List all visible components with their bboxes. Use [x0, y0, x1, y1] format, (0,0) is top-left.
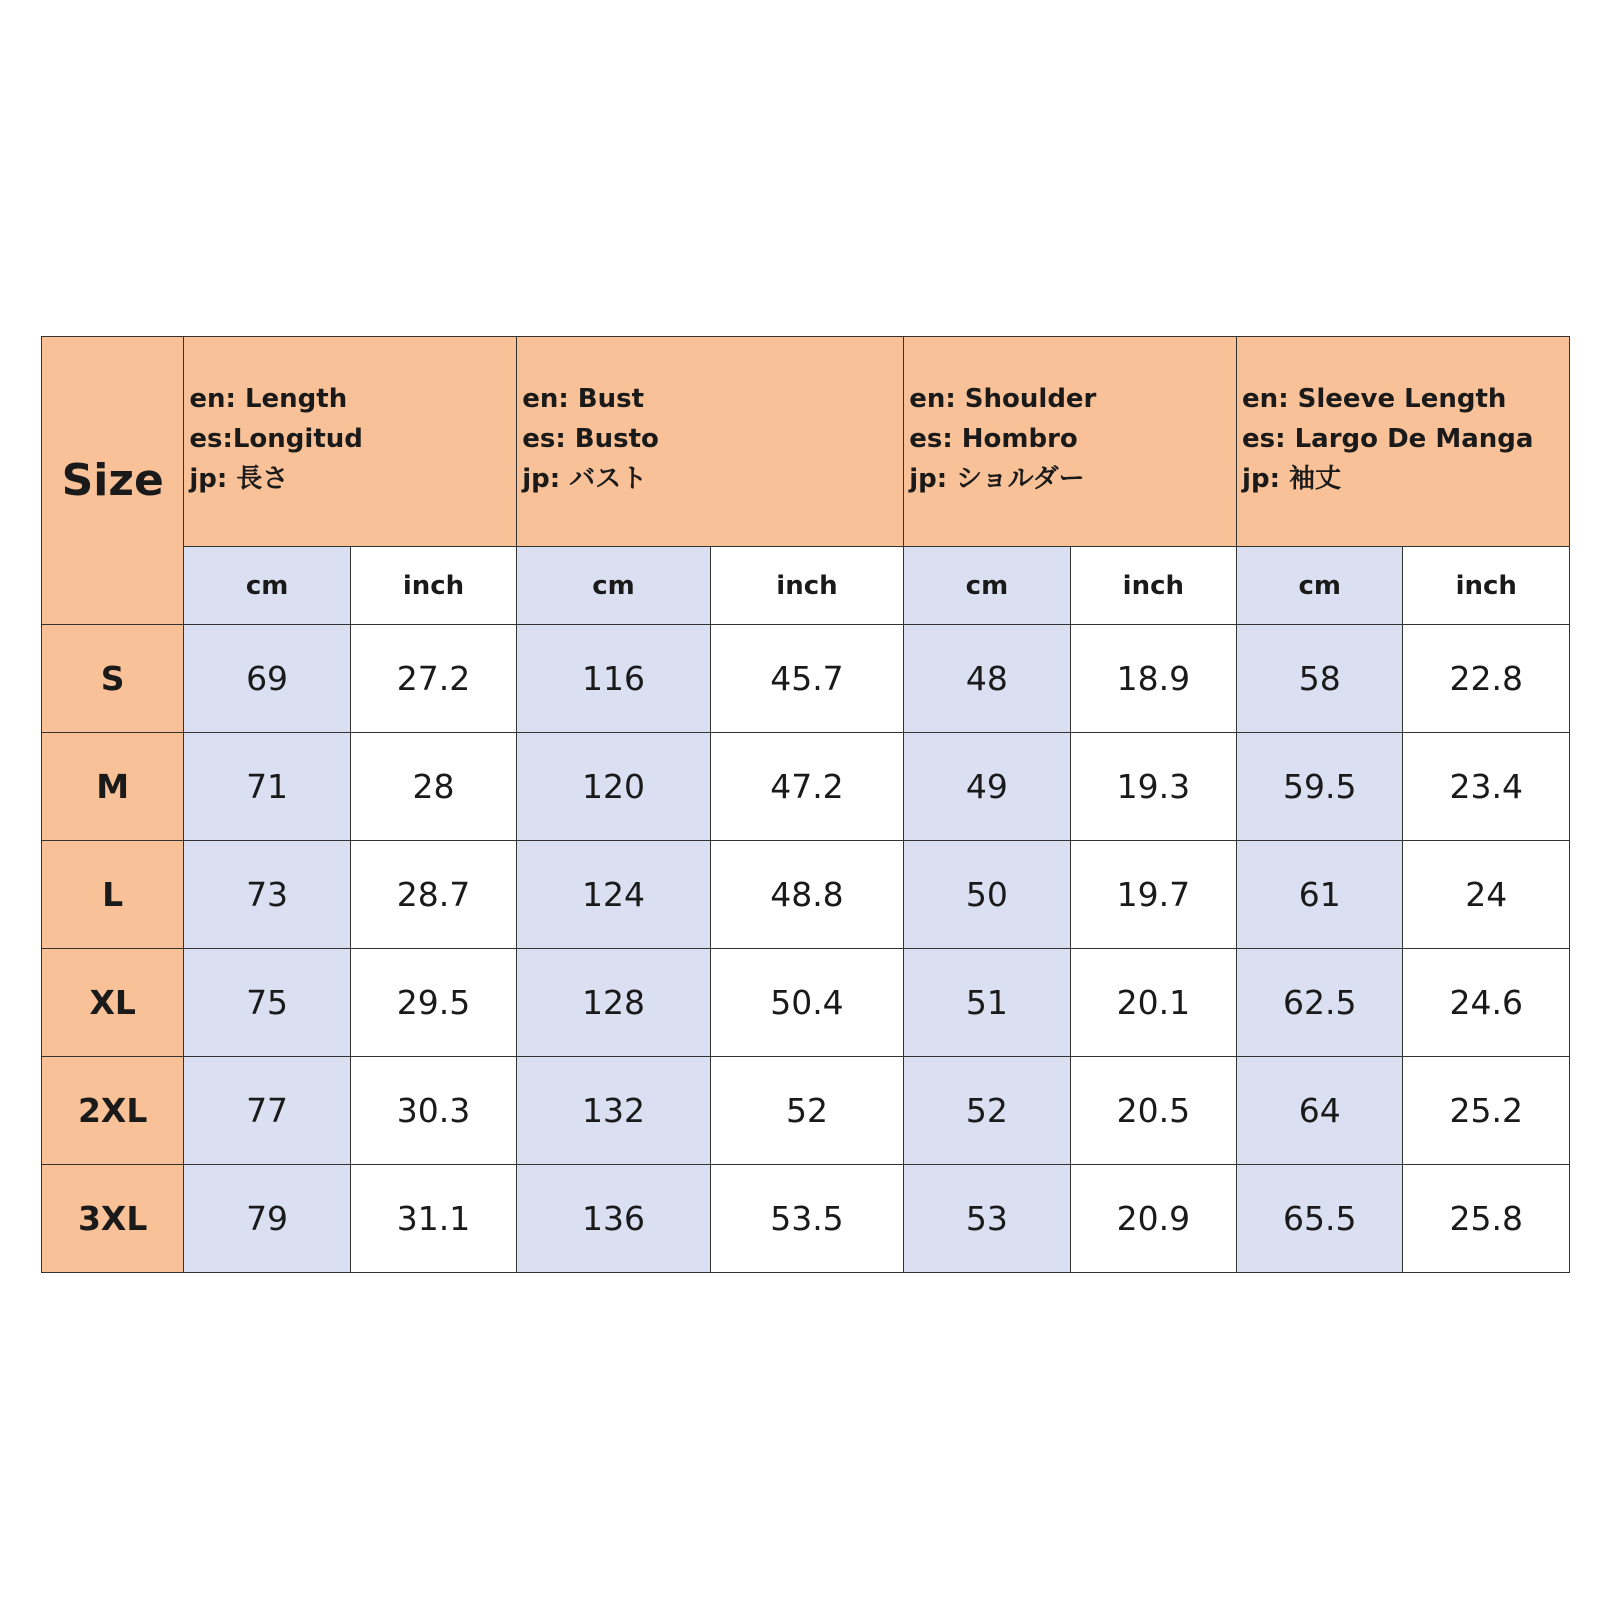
shoulder-en-label: en: Shoulder	[909, 384, 1097, 414]
cm-value-cell: 59.5	[1237, 733, 1403, 841]
unit-cell: cm	[517, 547, 711, 625]
inch-value-cell: 20.5	[1070, 1057, 1236, 1165]
inch-value-cell: 22.8	[1403, 625, 1570, 733]
unit-cell: cm	[1237, 547, 1403, 625]
size-row	[42, 1057, 1570, 1165]
size-label: L	[42, 841, 184, 949]
size-label: S	[42, 625, 184, 733]
length-es-label: es:Longitud	[189, 424, 363, 454]
inch-value-cell: 24	[1403, 841, 1570, 949]
length-en-label: en: Length	[189, 384, 348, 414]
inch-value-cell: 24.6	[1403, 949, 1570, 1057]
cm-value-cell: 50	[904, 841, 1070, 949]
cm-value-cell: 69	[184, 625, 350, 733]
size-row	[42, 733, 1570, 841]
sleeve-length-es-label: es: Largo De Manga	[1242, 424, 1534, 454]
inch-value-cell: 28.7	[350, 841, 516, 949]
sleeve-length-header	[1237, 337, 1570, 547]
inch-value-cell: 50.4	[710, 949, 904, 1057]
size-label: XL	[42, 949, 184, 1057]
bust-header	[517, 337, 904, 547]
cm-value-cell: 77	[184, 1057, 350, 1165]
unit-cell: cm	[904, 547, 1070, 625]
cm-value-cell: 49	[904, 733, 1070, 841]
cm-value-cell: 71	[184, 733, 350, 841]
size-row	[42, 841, 1570, 949]
inch-value-cell: 53.5	[710, 1165, 904, 1273]
unit-cell: cm	[184, 547, 350, 625]
cm-value-cell: 128	[517, 949, 711, 1057]
size-header: Size	[42, 337, 184, 625]
inch-value-cell: 20.1	[1070, 949, 1236, 1057]
cm-value-cell: 61	[1237, 841, 1403, 949]
size-label: M	[42, 733, 184, 841]
cm-value-cell: 51	[904, 949, 1070, 1057]
inch-value-cell: 23.4	[1403, 733, 1570, 841]
inch-value-cell: 52	[710, 1057, 904, 1165]
shoulder-es-label: es: Hombro	[909, 424, 1078, 454]
shoulder-jp-label: jp: ショルダー	[909, 464, 1085, 494]
unit-cell: inch	[1403, 547, 1570, 625]
cm-value-cell: 48	[904, 625, 1070, 733]
cm-value-cell: 64	[1237, 1057, 1403, 1165]
inch-value-cell: 31.1	[350, 1165, 516, 1273]
length-header	[184, 337, 517, 547]
inch-value-cell: 45.7	[710, 625, 904, 733]
cm-value-cell: 124	[517, 841, 711, 949]
inch-value-cell: 20.9	[1070, 1165, 1236, 1273]
sleeve-length-jp-label: jp: 袖丈	[1242, 464, 1342, 494]
inch-value-cell: 48.8	[710, 841, 904, 949]
cm-value-cell: 52	[904, 1057, 1070, 1165]
cm-value-cell: 136	[517, 1165, 711, 1273]
inch-value-cell: 19.7	[1070, 841, 1236, 949]
inch-value-cell: 47.2	[710, 733, 904, 841]
unit-cell: inch	[350, 547, 516, 625]
sleeve-length-en-label: en: Sleeve Length	[1242, 384, 1507, 414]
inch-value-cell: 30.3	[350, 1057, 516, 1165]
bust-en-label: en: Bust	[522, 384, 645, 414]
cm-value-cell: 53	[904, 1165, 1070, 1273]
cm-value-cell: 79	[184, 1165, 350, 1273]
bust-jp-label: jp: バスト	[522, 464, 648, 494]
inch-value-cell: 29.5	[350, 949, 516, 1057]
size-chart-table	[41, 336, 1570, 1273]
measurement-header-row	[42, 337, 1570, 547]
bust-es-label: es: Busto	[522, 424, 659, 454]
cm-value-cell: 116	[517, 625, 711, 733]
length-jp-label: jp: 長さ	[189, 464, 289, 494]
cm-value-cell: 73	[184, 841, 350, 949]
cm-value-cell: 120	[517, 733, 711, 841]
shoulder-header	[904, 337, 1237, 547]
inch-value-cell: 25.8	[1403, 1165, 1570, 1273]
unit-cell: inch	[710, 547, 904, 625]
size-row	[42, 949, 1570, 1057]
size-chart-body	[42, 337, 1570, 1273]
cm-value-cell: 65.5	[1237, 1165, 1403, 1273]
cm-value-cell: 132	[517, 1057, 711, 1165]
inch-value-cell: 19.3	[1070, 733, 1236, 841]
inch-value-cell: 18.9	[1070, 625, 1236, 733]
cm-value-cell: 75	[184, 949, 350, 1057]
size-row	[42, 1165, 1570, 1273]
inch-value-cell: 28	[350, 733, 516, 841]
size-label: 3XL	[42, 1165, 184, 1273]
cm-value-cell: 58	[1237, 625, 1403, 733]
unit-header-row	[42, 547, 1570, 625]
unit-cell: inch	[1070, 547, 1236, 625]
inch-value-cell: 25.2	[1403, 1057, 1570, 1165]
inch-value-cell: 27.2	[350, 625, 516, 733]
size-row	[42, 625, 1570, 733]
size-label: 2XL	[42, 1057, 184, 1165]
cm-value-cell: 62.5	[1237, 949, 1403, 1057]
